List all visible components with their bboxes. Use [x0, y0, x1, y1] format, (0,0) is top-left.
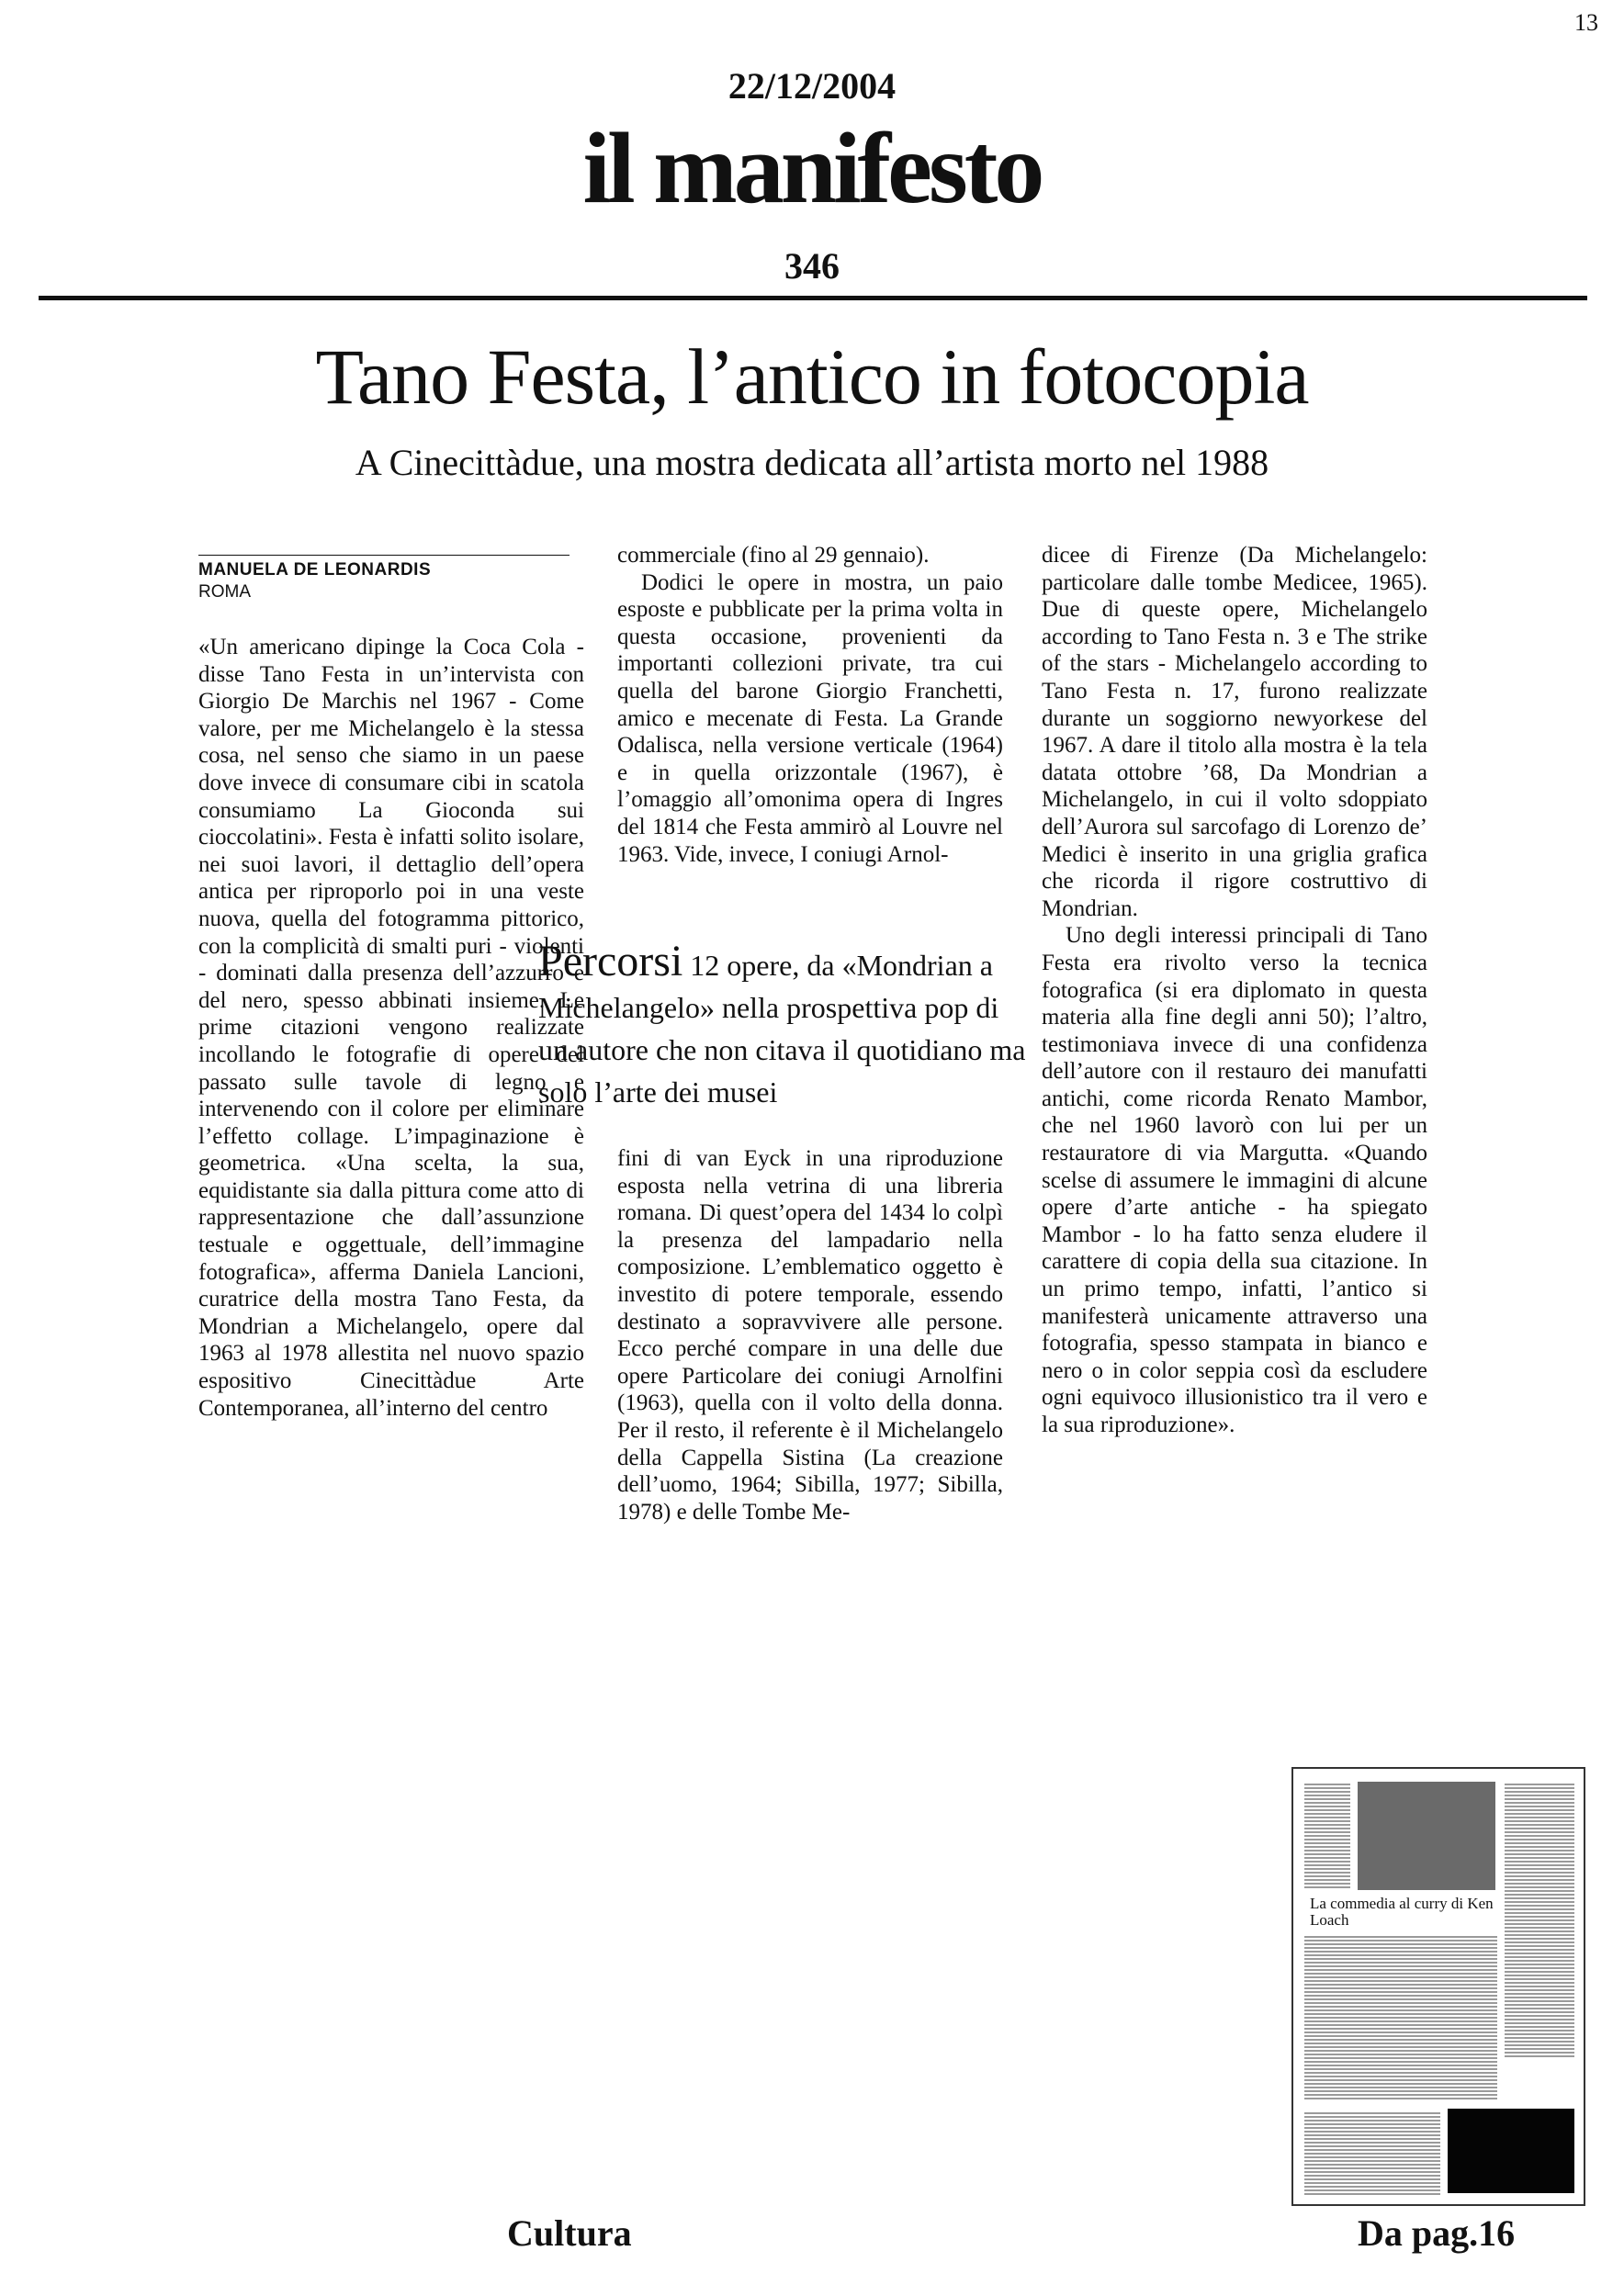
thumbnail-dark-block — [1448, 2109, 1574, 2193]
thumbnail-headline: La commedia al curry di Ken Loach — [1310, 1895, 1494, 1929]
article-column-2-top — [617, 542, 1003, 937]
article-subheadline: A Cinecittàdue, una mostra dedicata all’artista morto nel 1988 — [355, 442, 1269, 483]
pull-quote-text: 12 opere, da «Mondrian a Michelangelo» nella prospettiva pop di un autore che non citava il quotidiano ma solo l’arte dei musei — [538, 949, 1026, 1109]
issue-number: 346 — [784, 245, 840, 287]
header-divider — [39, 296, 1587, 300]
thumbnail-text-block — [1304, 2110, 1440, 2195]
paragraph: commerciale (fino al 29 gennaio). — [617, 543, 930, 568]
page-thumbnail — [1291, 1767, 1585, 2206]
byline-author: MANUELA DE LEONARDIS — [198, 560, 432, 580]
footer-page-reference: Da pag.16 — [1358, 2212, 1516, 2254]
article-headline: Tano Festa, l’antico in fotocopia — [315, 332, 1309, 421]
article-column-3 — [1042, 542, 1427, 1570]
page-number: 13 — [1574, 9, 1598, 36]
article-column-2-bottom — [617, 1145, 1003, 1568]
thumbnail-text-block — [1304, 1934, 1497, 2099]
byline-divider — [198, 555, 570, 556]
footer-section-name: Cultura — [507, 2212, 632, 2254]
paragraph: fini di van Eyck in una riproduzione esposta nella vetrina di una libreria romana. Di quest’opera del 1434 lo colpì la presenza del lampadario nella composizione. L’emblematico oggetto è investito di potere temporale, essendo destinato a sopravvivere alle persone. Ecco perché compare in una delle due opere Particolare dei coniugi Arnolfini (1963), quella con il volto della donna. Per il resto, il referente è il Michelangelo della Cappella Sistina (La creazione dell’uomo, 1964; Sibilla, 1977; Sibilla, 1978) e delle Tombe Me- — [617, 1146, 1003, 1525]
newspaper-masthead: il manifesto — [582, 112, 1042, 224]
thumbnail-text-block — [1505, 1782, 1574, 2057]
paragraph: Uno degli interessi principali di Tano Festa era rivolto verso la tecnica fotografica (si era diplomato in questa materia alla fine degli anni 50); l’altro, testimoniava invece di una confidenza dell’autore con il restauro dei manufatti antichi, come ricorda Renato Mambor, che nel 1960 lavorò con lui per un restauratore di via Margutta. «Quando scelse di assumere le immagini di alcune opere d’arte antiche - ha spiegato Mambor - lo ha fatto senza eludere il carattere di copia della sua citazione. In un primo tempo, infatti, l’antico si manifesterà unicamente attraverso una fotografia, spesso stampata in bianco e nero o in color seppia così da escludere ogni equivoco illusionistico tra il vero e la sua riproduzione». — [1042, 923, 1427, 1437]
thumbnail-text-block — [1304, 1782, 1350, 1888]
article-column-1 — [198, 634, 584, 1552]
thumbnail-photo — [1358, 1782, 1495, 1890]
byline-city: ROMA — [198, 582, 251, 602]
paragraph: dicee di Firenze (Da Michelangelo: particolare dalle tombe Medicee, 1965). Due di queste opere, Michelangelo according to Tano Festa n. 3 e The strike of the stars - Michelangelo according to Tano Festa n. 17, furono realizzate durante un soggiorno newyorkese del 1967. A dare il titolo alla mostra è la tela datata ottobre ’68, Da Mondrian a Michelangelo, in cui il volto sdoppiato dell’Aurora sul sarcofago di Lorenzo de’ Medici è inserito in una griglia grafica che ricorda il rigore costruttivo di Mondrian. — [1042, 543, 1427, 921]
publication-date: 22/12/2004 — [727, 65, 897, 107]
pull-quote-kicker: Percorsi — [538, 937, 683, 985]
pull-quote — [538, 937, 1034, 1113]
paragraph: «Un americano dipinge la Coca Cola - disse Tano Festa in un’intervista con Giorgio De Marchis nel 1967 - Come valore, per me Michelangelo è la stessa cosa, nel senso che siamo in un paese dove invece di consumare cibi in scatola consumiamo La Gioconda sui cioccolatini». Festa è infatti solito isolare, nei suoi lavori, il dettaglio dell’opera antica per riproporlo poi in una veste nuova, quella del fotogramma pittorico, con la complicità di smalti puri - violenti - dominati dalla presenza dell’azzurro e del nero, spesso abbinati insieme. Le prime citazioni vengono realizzate incollando le fotografie di opere del passato sulle tavole di legno e intervenendo con il colore per eliminare l’effetto collage. L’impaginazione è geometrica. «Una scelta, la sua, equidistante sia dalla pittura come atto di rappresentazione che dall’assunzione testuale e oggettuale, dell’immagine fotografica», afferma Daniela Lancioni, curatrice della mostra Tano Festa, da Mondrian a Michelangelo, opere dal 1963 al 1978 allestita nel nuovo spazio espositivo Cinecittàdue Arte Contemporanea, all’interno del centro — [198, 635, 584, 1421]
paragraph: Dodici le opere in mostra, un paio esposte e pubblicate per la prima volta in questa occasione, provenienti da importanti collezioni private, tra cui quella del barone Giorgio Franchetti, amico e mecenate di Festa. La Grande Odalisca, nella versione verticale (1964) e in quella orizzontale (1967), è l’omaggio all’omonima opera di Ingres del 1814 che Festa ammirò al Louvre nel 1963. Vide, invece, I coniugi Arnol- — [617, 569, 1003, 867]
